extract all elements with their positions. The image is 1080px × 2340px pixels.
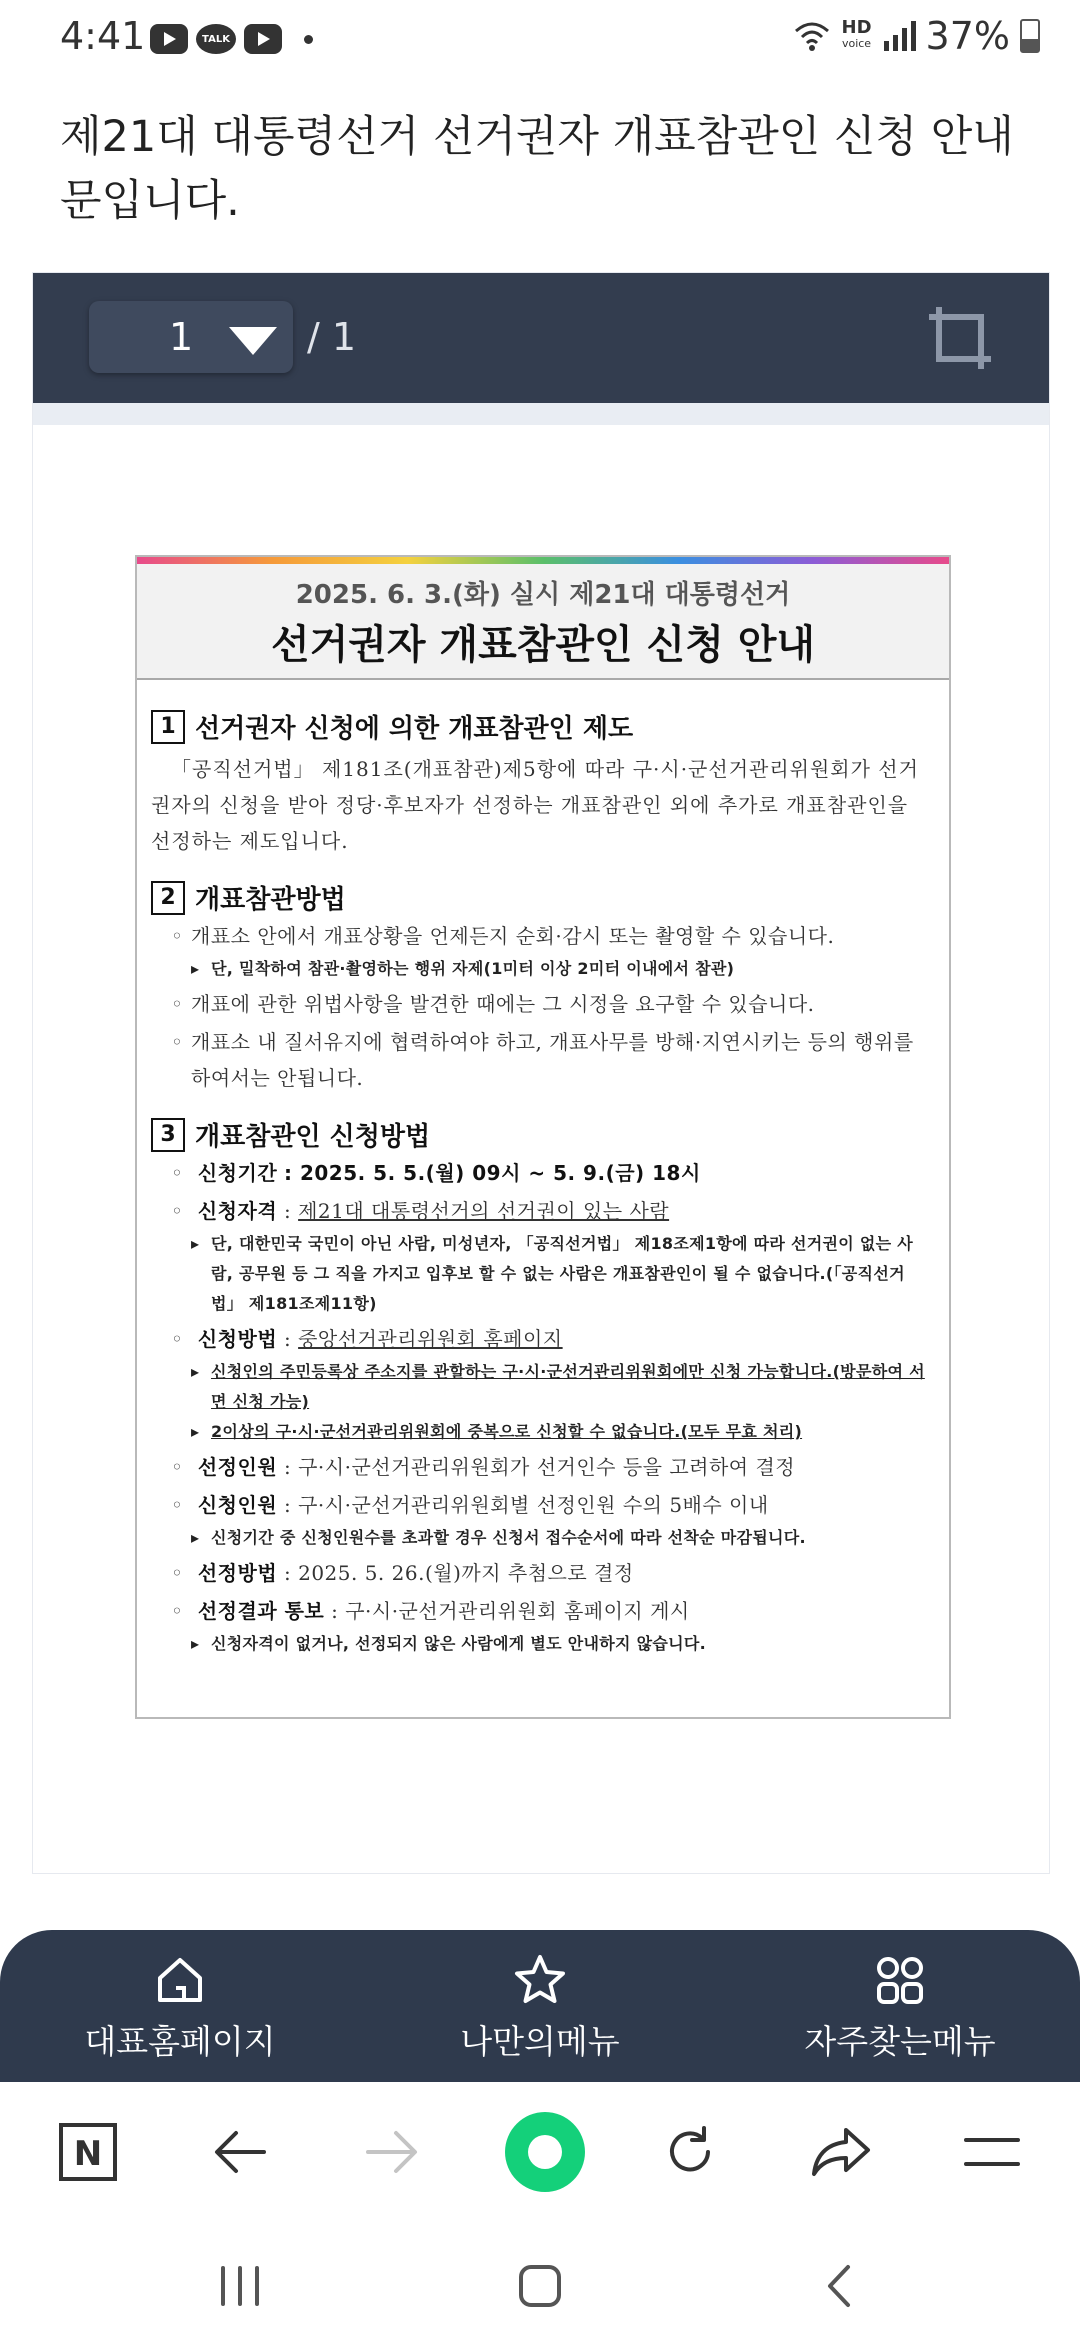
field-value: 제21대 대통령선거의 선거권이 있는 사람 [298,1199,670,1223]
field-value: : 2025. 5. 5.(월) 09시 ~ 5. 9.(금) 18시 [284,1161,701,1185]
paragraph-text: 「공직선거법」 제181조(개표참관)제5항에 따라 구·시·군선거관리위원회가 선거권자의 신청을 받아 정당·후보자가 선정하는 개표참관인 외에 추가로 개표참관인을 선정하는 제도입니다. [151,757,919,853]
field-key: 신청방법 [197,1327,278,1351]
refresh-icon [660,2122,720,2182]
arrow-right-icon [362,2127,422,2177]
kakaotalk-icon: TALK [196,24,236,54]
bullet-item [151,1593,935,1629]
field-key: 신청자격 [197,1199,278,1223]
bullet-item: ◦ 개표에 관한 위법사항을 발견한 때에는 그 시정을 요구할 수 있습니다. [151,986,935,1022]
home-square-icon [515,2261,565,2311]
section-title: 개표참관인 신청방법 [195,1122,431,1152]
field-key: 신청인원 [197,1493,278,1517]
field-value: : 2025. 5. 26.(월)까지 추첨으로 결정 [284,1561,634,1585]
hamburger-icon [962,2132,1022,2172]
bullet-item: ◦ 개표소 내 질서유지에 협력하여야 하고, 개표사무를 방해·지연시키는 등의 행위를 하여서는 안됩니다. [151,1024,935,1096]
section-heading [151,1116,935,1153]
section-heading [151,879,935,916]
voice-label: voice [841,37,872,50]
share-icon [810,2124,874,2180]
document-viewer [32,272,1050,1874]
bullet-item: ◦ 개표소 안에서 개표상황을 언제든지 순회·감시 또는 촬영할 수 있습니다. [151,918,935,954]
section-number: 3 [151,1118,185,1152]
browser-toolbar [0,2082,1080,2222]
menu-home[interactable] [30,1952,330,2063]
bullet-item [151,1449,935,1485]
naver-button[interactable] [48,2112,128,2192]
document-page [135,555,951,1719]
sub-note: ▸ 신청인의 주민등록상 주소지를 관할하는 구·시·군선거관리위원회에만 신청 가능합니다.(방문하여 서면 신청 가능) [151,1357,935,1417]
sub-note: ▸ 단, 밀착하여 참관·촬영하는 행위 자제(1미터 이상 2미터 이내에서 참관) [151,954,935,984]
status-bar [0,0,1080,80]
current-page: 1 [169,315,194,359]
back-button[interactable] [200,2112,280,2192]
notification-icons [150,24,313,54]
system-indicators [792,14,1040,58]
section-title: 개표참관방법 [195,885,346,915]
document-header [137,564,949,680]
bullet-item [151,1487,935,1523]
page-select[interactable] [89,301,293,373]
field-value: 중앙선거관리위원회 홈페이지 [298,1327,563,1351]
battery-icon [1020,19,1040,53]
grid-icon [872,1952,928,2008]
bullet-item [151,1155,935,1191]
home-nav-button[interactable] [500,2246,580,2326]
status-time: 4:41 [60,14,146,58]
recent-apps-button[interactable] [200,2246,280,2326]
site-menu-bar [0,1930,1080,2082]
back-nav-button[interactable] [800,2246,880,2326]
wifi-icon [792,19,832,53]
field-key: 선정방법 [197,1561,278,1585]
more-notifications-dot [304,35,313,44]
recent-apps-icon [215,2264,265,2308]
sub-note: ▸ 단, 대한민국 국민이 아닌 사람, 미성년자, 「공직선거법」 제18조제1항에 따라 선거권이 없는 사람, 공무원 등 그 직을 가지고 입후보 할 수 없는 사람은 개표참관인이 될 수 없습니다.(「공직선거법」 제181조제11항) [151,1229,935,1319]
section-number: 2 [151,881,185,915]
refresh-button[interactable] [650,2112,730,2192]
forward-button[interactable] [352,2112,432,2192]
section-heading [151,708,935,745]
battery-percent: 37% [925,14,1010,58]
signal-icon [882,21,916,51]
section-paragraph [151,751,935,859]
menu-home-label: 대표홈페이지 [84,2022,276,2061]
total-pages: / 1 [307,315,357,359]
document-title: 선거권자 개표참관인 신청 안내 [270,622,816,668]
viewer-divider [33,403,1049,425]
menu-button[interactable] [952,2112,1032,2192]
bullet-item: ◦ 신청자격 : 제21대 대통령선거의 선거권이 있는 사람 [151,1193,935,1229]
system-navigation [0,2222,1080,2340]
chevron-down-icon [229,327,277,355]
bullet-item: ◦ 신청방법 : 중앙선거관리위원회 홈페이지 [151,1321,935,1357]
document-subtitle: 2025. 6. 3.(화) 실시 제21대 대통령선거 [295,580,791,610]
naver-label: N [73,2134,103,2174]
field-key: 선정결과 통보 [197,1599,325,1623]
hd-label: HD [841,17,872,38]
field-value: : 구·시·군선거관리위원회가 선거인수 등을 고려하여 결정 [284,1455,796,1479]
field-value: : 구·시·군선거관리위원회 홈페이지 게시 [331,1599,690,1623]
fullscreen-icon[interactable] [925,303,995,373]
youtube-icon [244,24,282,54]
chevron-left-icon [820,2261,860,2311]
sub-note: ▸ 신청기간 중 신청인원수를 초과할 경우 신청서 접수순서에 따라 선착순 마감됩니다. [151,1523,935,1553]
document-body [137,680,949,1659]
menu-my-menu-label: 나만의메뉴 [460,2022,620,2061]
section-number: 1 [151,710,185,744]
home-icon [152,1952,208,2008]
viewer-toolbar [33,273,1049,403]
naver-icon [58,2122,118,2182]
header-color-strip [137,557,949,564]
menu-frequent[interactable] [750,1952,1050,2063]
sub-note: ▸ 신청자격이 없거나, 선정되지 않은 사람에게 별도 안내하지 않습니다. [151,1629,935,1659]
field-key: 선정인원 [197,1455,278,1479]
browser-home-icon [528,2135,562,2169]
sub-note: ▸ 2이상의 구·시·군선거관리위원회에 중복으로 신청할 수 없습니다.(모두 무효 처리) [151,1417,935,1447]
menu-frequent-label: 자주찾는메뉴 [804,2022,996,2061]
youtube-icon [150,24,188,54]
share-button[interactable] [802,2112,882,2192]
bullet-item [151,1555,935,1591]
browser-home-button[interactable] [505,2112,585,2192]
field-value: : 구·시·군선거관리위원회별 선정인원 수의 5배수 이내 [284,1493,769,1517]
field-key: 신청기간 [197,1161,278,1185]
post-title: 제21대 대통령선거 선거권자 개표참관인 신청 안내문입니다. [60,112,1014,226]
arrow-left-icon [210,2127,270,2177]
section-title: 선거권자 신청에 의한 개표참관인 제도 [195,714,634,744]
star-icon [512,1952,568,2008]
menu-my-menu[interactable] [390,1952,690,2063]
hd-voice-icon [841,17,872,52]
